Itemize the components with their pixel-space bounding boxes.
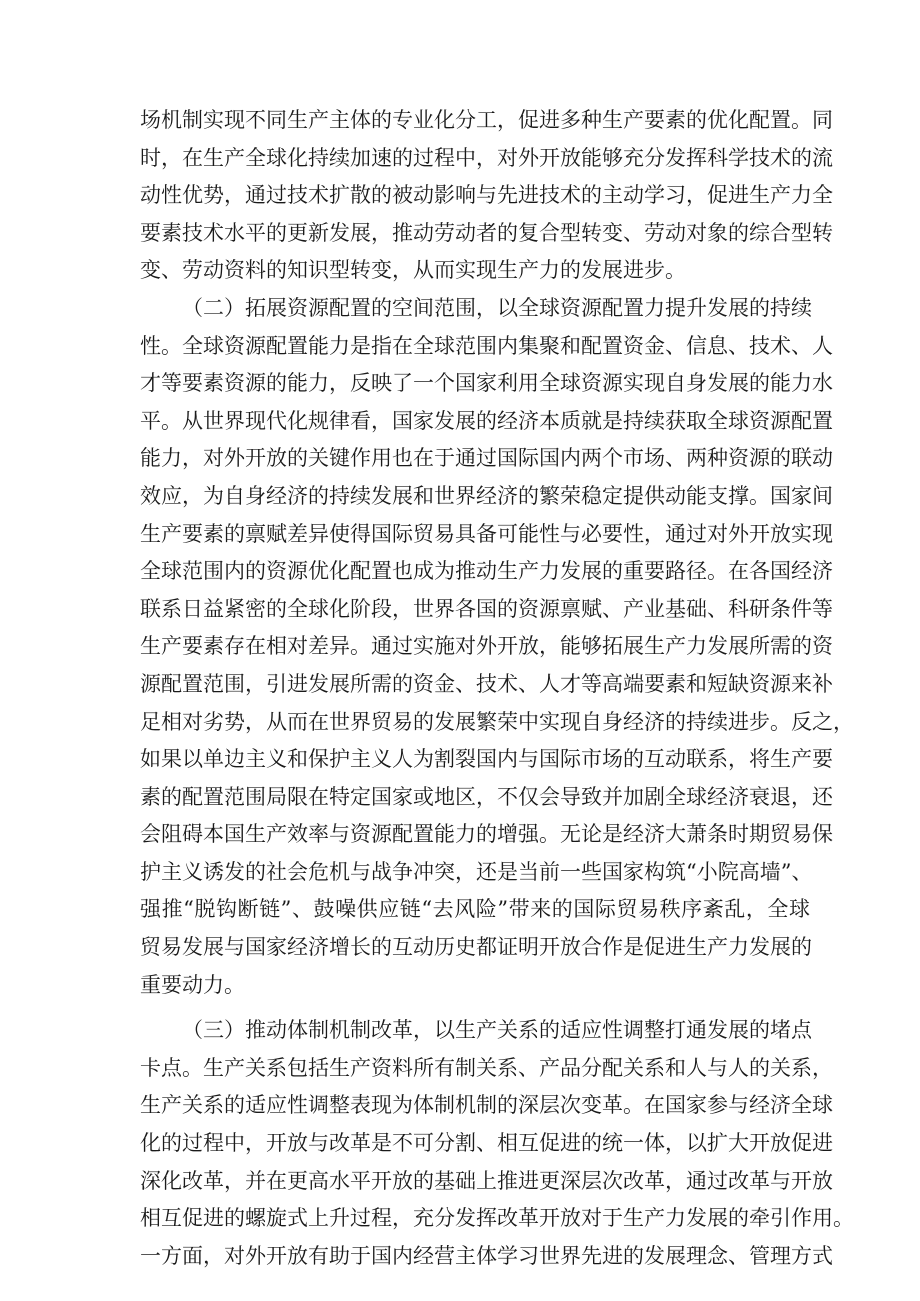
paragraph: [140, 102, 833, 290]
text-line: 卡点。生产关系包括生产资料所有制关系、产品分配关系和人与人的关系，: [140, 1055, 833, 1080]
text-line: 一方面，对外开放有助于国内经营主体学习世界先进的发展理念、管理方式: [140, 1243, 833, 1268]
paragraph: [140, 290, 854, 1004]
text-line: 生产要素的禀赋差异使得国际贸易具备可能性与必要性，通过对外开放实现: [140, 521, 833, 546]
text-line: 场机制实现不同生产主体的专业化分工，促进多种生产要素的优化配置。同: [140, 108, 833, 132]
text-line: 贸易发展与国家经济增长的互动历史都证明开放合作是促进生产力发展的: [140, 935, 812, 960]
text-line: 能力，对外开放的关键作用也在于通过国际国内两个市场、两种资源的联动: [140, 446, 833, 471]
text-line: 才等要素资源的能力，反映了一个国家利用全球资源实现自身发展的能力水: [140, 371, 833, 396]
text-line: 动性优势，通过技术扩散的被动影响与先进技术的主动学习，促进生产力全: [140, 183, 833, 208]
text-line: （二）拓展资源配置的空间范围，以全球资源配置力提升发展的持续: [182, 295, 812, 320]
text-line: 生产要素存在相对差异。通过实施对外开放，能够拓展生产力发展所需的资: [140, 634, 833, 659]
text-line: 性。全球资源配置能力是指在全球范围内集聚和配置资金、信息、技术、人: [140, 333, 833, 358]
text-line: 护主义诱发的社会危机与战争冲突，还是当前一些国家构筑“小院高墙”、: [140, 859, 813, 884]
text-line: 联系日益紧密的全球化阶段，世界各国的资源禀赋、产业基础、科研条件等: [140, 596, 833, 621]
text-line: 平。从世界现代化规律看，国家发展的经济本质就是持续获取全球资源配置: [140, 408, 833, 433]
text-line: （三）推动体制机制改革，以生产关系的适应性调整打通发展的堵点: [182, 1018, 812, 1043]
text-line: 时，在生产全球化持续加速的过程中，对外开放能够充分发挥科学技术的流: [140, 145, 833, 170]
text-line: 全球范围内的资源优化配置也成为推动生产力发展的重要路径。在各国经济: [140, 559, 833, 584]
text-line: 相互促进的螺旋式上升过程，充分发挥改革开放对于生产力发展的牵引作用。: [140, 1206, 854, 1231]
text-line: 要素技术水平的更新发展，推动劳动者的复合型转变、劳动对象的综合型转: [140, 220, 833, 245]
paragraph-gap: [140, 1004, 810, 1012]
text-line: 效应，为自身经济的持续发展和世界经济的繁荣稳定提供动能支撑。国家间: [140, 483, 833, 508]
body-text: [140, 102, 854, 1275]
paragraph: [140, 1012, 854, 1275]
text-line: 如果以单边主义和保护主义人为割裂国内与国际市场的互动联系，将生产要: [140, 747, 833, 772]
text-line: 化的过程中，开放与改革是不可分割、相互促进的统一体，以扩大开放促进: [140, 1131, 833, 1156]
text-line: 深化改革，并在更高水平开放的基础上推进更深层次改革，通过改革与开放: [140, 1168, 833, 1193]
text-line: 重要动力。: [140, 972, 245, 997]
text-line: 足相对劣势，从而在世界贸易的发展繁荣中实现自身经济的持续进步。反之，: [140, 709, 854, 734]
text-line: 变、劳动资料的知识型转变，从而实现生产力的发展进步。: [140, 258, 686, 283]
text-line: 会阻碍本国生产效率与资源配置能力的增强。无论是经济大萧条时期贸易保: [140, 822, 833, 847]
text-line: 素的配置范围局限在特定国家或地区，不仅会导致并加剧全球经济衰退，还: [140, 784, 833, 809]
text-line: 生产关系的适应性调整表现为体制机制的深层次变革。在国家参与经济全球: [140, 1093, 833, 1118]
text-line: 强推“脱钩断链”、鼓噪供应链“去风险”带来的国际贸易秩序紊乱，全球: [140, 897, 810, 922]
text-line: 源配置范围，引进发展所需的资金、技术、人才等高端要素和短缺资源来补: [140, 671, 833, 696]
